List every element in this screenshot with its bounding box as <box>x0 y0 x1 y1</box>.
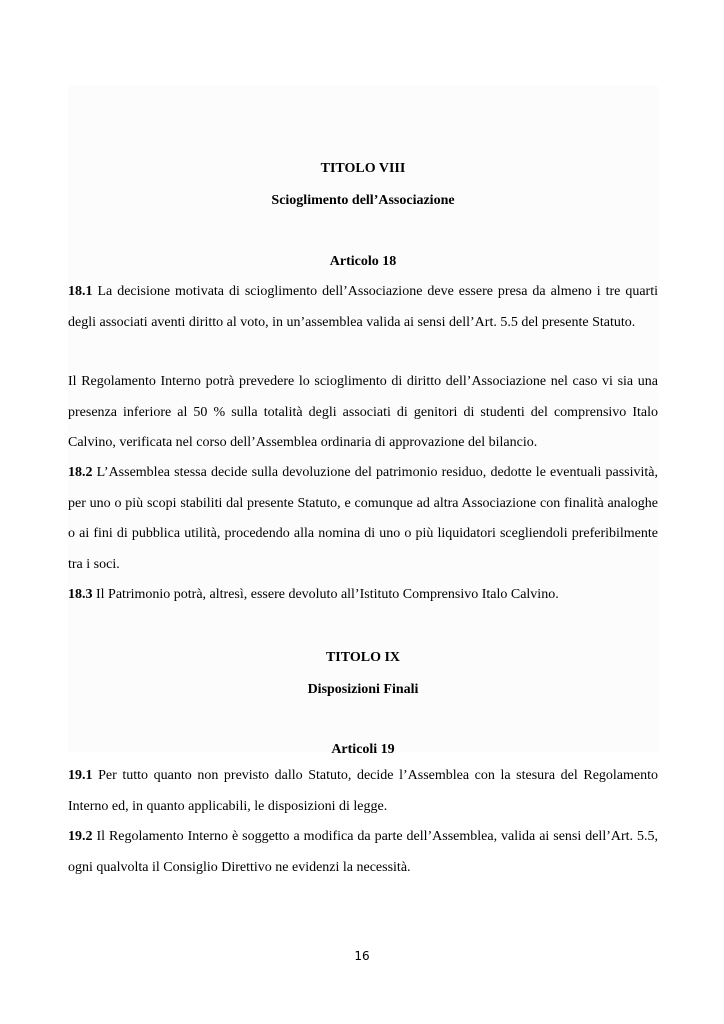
paragraph-19-2 <box>68 822 658 883</box>
title-viii-heading: TITOLO VIII <box>320 161 406 176</box>
article-19-heading: Articoli 19 <box>331 742 395 757</box>
paragraph-19-2-text: Il Regolamento Interno è soggetto a modifica da parte dell’Assemblea, valida ai sensi dell’Art. 5.5, ogni qualvolta il Consiglio Direttivo ne evidenzi la necessità. <box>68 829 658 875</box>
paragraph-19-2-number: 19.2 <box>68 829 93 844</box>
paragraph-18-1 <box>68 277 658 338</box>
title-ix-subheading: Disposizioni Finali <box>307 682 419 697</box>
paragraph-18-2 <box>68 458 658 580</box>
paragraph-18-1-number: 18.1 <box>68 284 93 299</box>
article-18-heading: Articolo 18 <box>329 254 397 269</box>
paragraph-18-3-text: Il Patrimonio potrà, altresì, essere devoluto all’Istituto Comprensivo Italo Calvino. <box>92 587 559 602</box>
paragraph-18-2-number: 18.2 <box>68 465 93 480</box>
paragraph-18-3-number: 18.3 <box>68 587 93 602</box>
paragraph-18-1-text: La decisione motivata di scioglimento dell’Associazione deve essere presa da almeno i tre quarti degli associati aventi diritto al voto, in un’assemblea valida ai sensi dell’Art. 5.5 del presente Statuto. <box>68 284 658 330</box>
paragraph-18-1-continued <box>68 367 658 459</box>
title-viii-subheading: Scioglimento dell’Associazione <box>271 193 455 208</box>
paragraph-18-3 <box>68 580 658 611</box>
paragraph-19-1 <box>68 761 658 822</box>
paragraph-19-1-text: Per tutto quanto non previsto dallo Statuto, decide l’Assemblea con la stesura del Regolamento Interno ed, in quanto applicabili, le disposizioni di legge. <box>68 768 658 814</box>
paragraph-18-1b-text: Il Regolamento Interno potrà prevedere lo scioglimento di diritto dell’Associazione nel caso vi sia una presenza inferiore al 50 % sulla totalità degli associati di genitori di studenti del comprensivo Italo Calvino, verificata nel corso dell’Assemblea ordinaria di approvazione del bilancio. <box>68 374 658 450</box>
paragraph-18-2-text: L’Assemblea stessa decide sulla devoluzione del patrimonio residuo, dedotte le eventuali passività, per uno o più scopi stabiliti dal presente Statuto, e comunque ad altra Associazione con finalità analoghe o ai fini di pubblica utilità, procedendo alla nomina di uno o più liquidatori scegliendoli preferibilmente tra i soci. <box>68 465 658 572</box>
page-number: 16 <box>354 949 370 963</box>
paragraph-19-1-number: 19.1 <box>68 768 93 783</box>
title-ix-heading: TITOLO IX <box>325 650 401 665</box>
